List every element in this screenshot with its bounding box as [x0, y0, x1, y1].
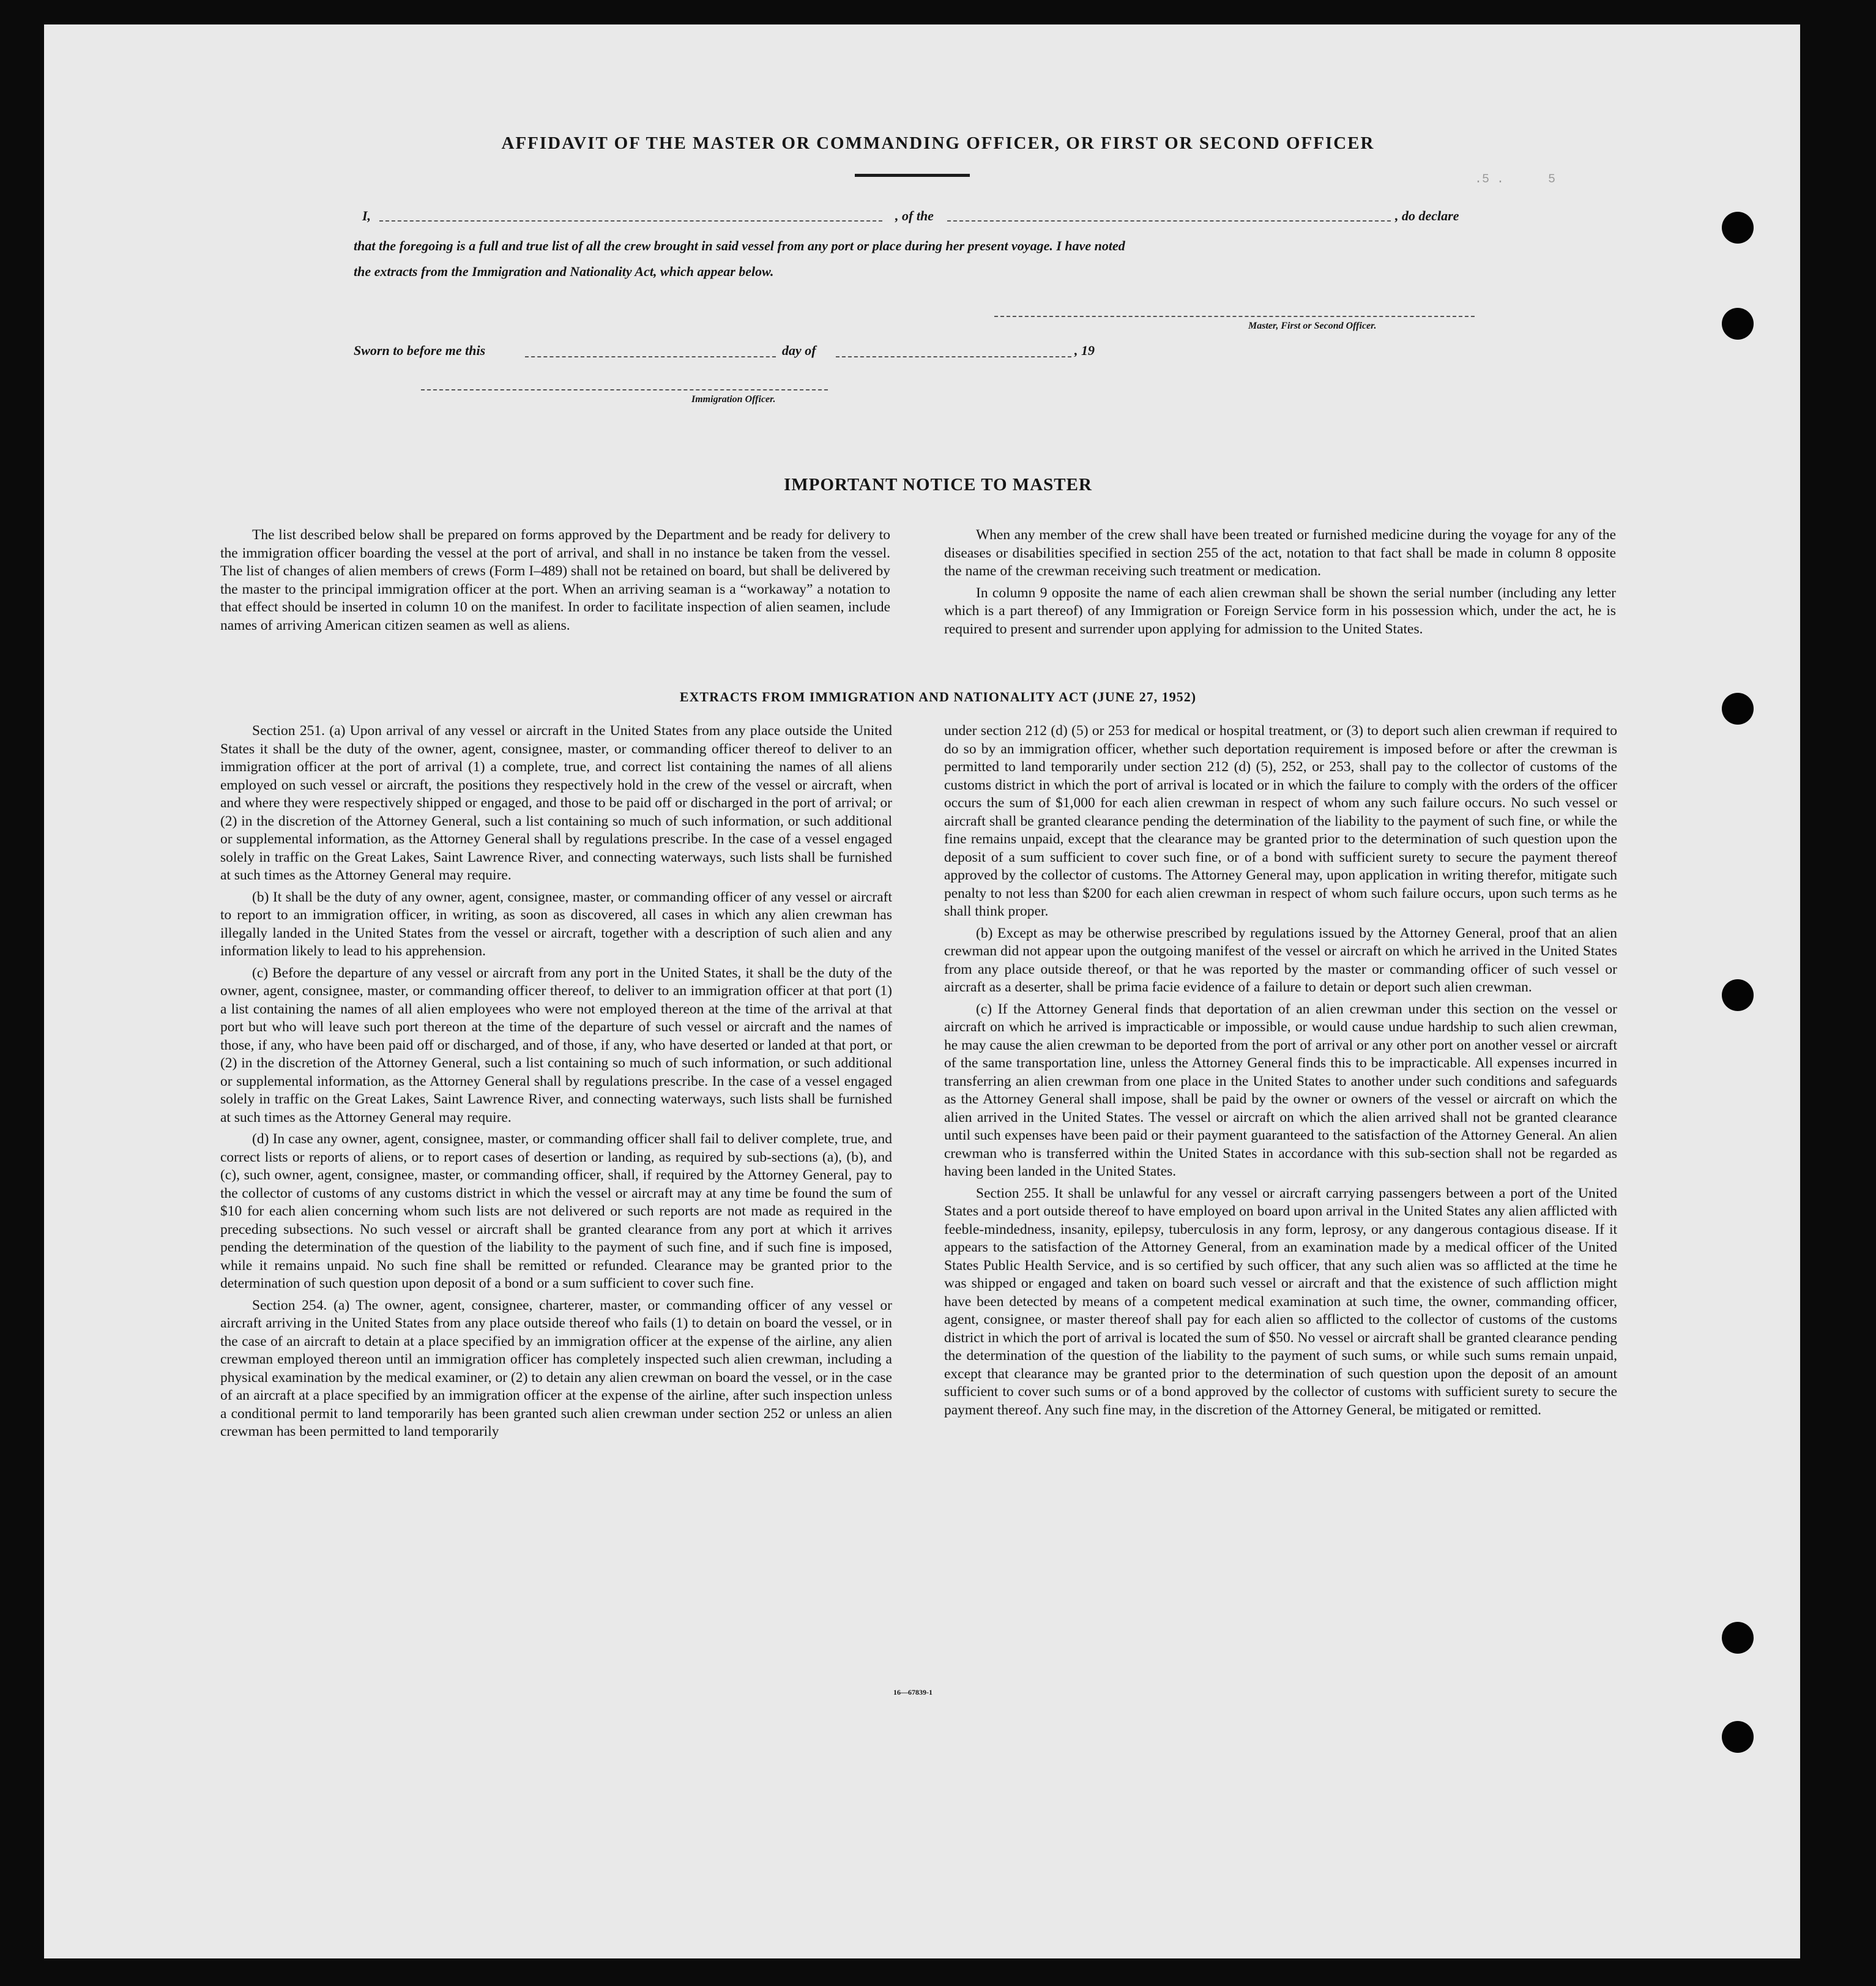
notice-left-column	[220, 526, 890, 638]
affidavit-declare-label: , do declare	[1395, 208, 1459, 223]
notice-right-column	[944, 526, 1616, 642]
affidavit-statement: that the foregoing is a full and true list of all the crew brought in said vessel from any port or place during her present voyage. I have noted the extracts from the Immigration and Nationality Act, which appear below.	[354, 238, 1125, 279]
extracts-left-column	[220, 722, 892, 1445]
notice-paragraph: The list described below shall be prepared on forms approved by the Department and be ready for delivery to the immigration officer boarding the vessel at the port of arrival, and shall in no instance be taken from the vessel. The list of changes of alien members of crews (Form I–489) shall not be retained on board, but shall be delivered by the master to the principal immigration officer at the port. When an arriving seaman is a “workaway” a notation to that effect should be inserted in column 10 on the manifest. In order to facilitate inspection of alien seamen, include names of arriving American citizen seamen as well as aliens.	[220, 527, 890, 633]
extract-paragraph: (c) If the Attorney General finds that deportation of an alien crewman under this section on the vessel or aircraft on which he arrived is impracticable or impossible, or would cause undue hardship to such alien crewman, he may cause the alien crewman to be deported from the port of arrival or any other port on another vessel or aircraft of the same transportation line, unless the Attorney General finds this to be impracticable. All expenses incurred in transferring an alien crewman from one place in the United States to another under such conditions and safeguards as the Attorney General shall impose, shall be paid by the owner or owners of the vessel or aircraft on which the alien arrived in the United States. The vessel or aircraft on which the alien arrived shall not be granted clearance until such expenses have been paid or their payment guaranteed to the satisfaction of the Attorney General. An alien crewman who is transferred within the United States in accordance with this sub-section shall not be regarded as having been landed in the United States.	[944, 1001, 1617, 1179]
day-of-label: day of	[782, 343, 816, 358]
notice-paragraph: In column 9 opposite the name of each alien crewman shall be shown the serial number (including any letter which is a part thereof) of any Immigration or Foreign Service form in his possession which, under the act, he is required to present and surrender upon applying for admission to the United States.	[944, 584, 1616, 637]
extract-paragraph: (b) Except as may be otherwise prescribed by regulations issued by the Attorney General, proof that an alien crewman did not appear upon the outgoing manifest of the vessel or aircraft on which he arrived in the United States from any place outside thereof, or that he was reported by the master or commanding officer of such vessel or aircraft as a deserter, shall be prima facie evidence of a failure to detain or deport such alien crewman.	[944, 925, 1617, 995]
master-signature-line	[994, 316, 1475, 317]
extract-paragraph: Section 251. (a) Upon arrival of any vessel or aircraft in the United States from any place outside the United States it shall be the duty of the owner, agent, consignee, master, or commanding officer thereof to deliver to an immigration officer at the port of arrival (1) a complete, true, and correct list containing the names of all aliens employed on such vessel or aircraft, the positions they respectively hold in the crew of the vessel or aircraft, when and where they were respectively shipped or engaged, and those to be paid off or discharged in the port of arrival; or (2) in the discretion of the Attorney General, such a list containing so much of such information, or such additional or supplemental information, as the Attorney General shall by regulations prescribe. In the case of a vessel engaged solely in traffic on the Great Lakes, Saint Lawrence River, and connecting waterways, such lists shall be furnished at such times as the Attorney General may require.	[220, 723, 892, 883]
affidavit-title: AFFIDAVIT OF THE MASTER OR COMMANDING OFFICER, OR FIRST OR SECOND OFFICER	[501, 133, 1375, 153]
notice-paragraph: When any member of the crew shall have been treated or furnished medicine during the voyage for any of the diseases or disabilities specified in section 255 of the act, notation to that fact shall be made in column 8 opposite the name of the crewman receiving such treatment or medication.	[944, 527, 1616, 579]
notice-heading: IMPORTANT NOTICE TO MASTER	[784, 475, 1092, 495]
extract-paragraph: (b) It shall be the duty of any owner, agent, consignee, master, or commanding officer of any vessel or aircraft to report to an immigration officer, in writing, as soon as discovered, all cases in which any alien crewman has illegally landed in the United States from the vessel or aircraft, together with a description of such alien and any information likely to lead to his apprehension.	[220, 889, 892, 959]
bleed-through-mark: .5 .	[1475, 173, 1505, 187]
extract-paragraph: Section 255. It shall be unlawful for any vessel or aircraft carrying passengers between a port of the United States and a port outside thereof to have employed on board upon arrival in the United States any alien afflicted with feeble-mindedness, insanity, epilepsy, tuberculosis in any form, leprosy, or any dangerous contagious disease. If it appears to the satisfaction of the Attorney General, from an examination made by a medical officer of the United States Public Health Service, and is so certified by such officer, that any such alien was so afflicted at the time he was shipped or engaged and taken on board such vessel or aircraft and that the existence of such affliction might have been detected by means of a competent medical examination at such time, the owner, commanding officer, agent, consignee, or master thereof shall pay for each alien so afflicted to the collector of customs of the customs district in which the port of arrival is located the sum of $50. No vessel or aircraft shall be granted clearance pending the determination of the question of the liability to the payment of such sums, or while such sums remain unpaid, except that clearance may be granted prior to the determination of such question upon the deposit of an amount sufficient to cover such sums or of a bond approved by the collector of customs with sufficient surety to secure the payment thereof. Any such fine may, in the discretion of the Attorney General, be mitigated or remitted.	[944, 1185, 1617, 1418]
sworn-label: Sworn to before me this	[354, 343, 486, 358]
binder-hole	[1722, 308, 1754, 340]
form-number: 16—67839-1	[893, 1688, 932, 1697]
extracts-right-column	[944, 722, 1617, 1423]
extracts-heading: EXTRACTS FROM IMMIGRATION AND NATIONALITY ACT (JUNE 27, 1952)	[679, 689, 1197, 704]
affidavit-of-the-label: , of the	[895, 208, 934, 223]
binder-hole	[1722, 1622, 1754, 1654]
master-signature-caption: Master, First or Second Officer.	[1248, 321, 1377, 331]
title-underline	[855, 174, 970, 177]
extract-paragraph: Section 254. (a) The owner, agent, consignee, charterer, master, or commanding officer of any vessel or aircraft arriving in the United States from any place outside thereof who fails (1) to detain on board the vessel, or in the case of an aircraft to detain at a place specified by an immigration officer at the expense of the airline, any alien crewman employed thereon until an immigration officer has completely inspected such alien crewman, including a physical examination by the medical examiner, or (2) to detain any alien crewman on board the vessel, or in the case of an aircraft at a place specified by an immigration officer at the expense of the airline, after such inspection unless a conditional permit to land temporarily has been granted such alien crewman under section 252 or unless an alien crewman has been permitted to land temporarily	[220, 1297, 892, 1439]
binder-hole	[1722, 979, 1754, 1011]
affidavit-name-blank	[379, 220, 882, 222]
year-label: , 19	[1074, 343, 1095, 358]
affidavit-vessel-blank	[947, 220, 1391, 222]
binder-hole	[1722, 1721, 1754, 1753]
bleed-through-mark: 5	[1548, 173, 1556, 187]
officer-signature-line	[421, 389, 828, 390]
month-blank	[836, 356, 1071, 357]
binder-hole	[1722, 212, 1754, 244]
sworn-blank	[525, 356, 776, 357]
affidavit-i-label: I,	[362, 208, 371, 223]
extract-paragraph: (d) In case any owner, agent, consignee, master, or commanding officer shall fail to deliver complete, true, and correct lists or reports of aliens, or to report cases of desertion or landing, as required by sub-sections (a), (b), and (c), such owner, agent, consignee, master, or commanding officer, shall, if required by the Attorney General, pay to the collector of customs of any customs district in which the vessel or aircraft may at any time be found the sum of $10 for each alien concerning whom such lists are not delivered or such reports are not made as required in the preceding subsections. No such vessel or aircraft shall be granted clearance from any port at which it arrives pending the determination of the question of the liability to the payment of such fine, and if such fine is imposed, while it remains unpaid. No such fine shall be remitted or refunded. Clearance may be granted prior to the determination of such question upon deposit of a bond or a sum sufficient to cover such fine.	[220, 1131, 892, 1291]
extract-paragraph: under section 212 (d) (5) or 253 for medical or hospital treatment, or (3) to deport such alien crewman if required to do so by an immigration officer, whether such deportation requirement is imposed before or after the crewman is permitted to land temporarily under section 212 (d) (5), 252, or 253, shall pay to the collector of customs of the customs district in which the port of arrival is located or in which the failure to comply with the orders of the officer occurs the sum of $1,000 for each alien crewman in respect of whom any such failure occurs. No such vessel or aircraft shall be granted clearance pending the determination of the liability to the payment of such fine, or while the fine remains unpaid, except that the clearance may be granted prior to the determination of such question upon the deposit of a sum sufficient to cover such fine, or of a bond with sufficient surety to secure the payment thereof approved by the collector of customs. The Attorney General may, upon application in writing therefor, mitigate such penalty to not less than $200 for each alien crewman in respect of whom such failure occurs, upon such terms as he shall think proper.	[944, 723, 1617, 919]
officer-signature-caption: Immigration Officer.	[691, 394, 776, 405]
extract-paragraph: (c) Before the departure of any vessel or aircraft from any port in the United States, it shall be the duty of the owner, agent, consignee, master, or commanding officer thereof, to deliver to an immigration officer at that port (1) a list containing the names of all alien employees who were not employed thereon at the time of the arrival at that port but who will leave such port thereon at the time of the departure of such vessel or aircraft and the names of those, if any, who have been paid off or discharged, and of those, if any, who have deserted or landed at that port, or (2) in the discretion of the Attorney General, such a list containing so much of such information, or such additional or supplemental information, as the Attorney General shall by regulations prescribe. In the case of a vessel engaged solely in traffic on the Great Lakes, Saint Lawrence River, and connecting waterways, such lists shall be furnished at such times as the Attorney General may require.	[220, 965, 892, 1126]
